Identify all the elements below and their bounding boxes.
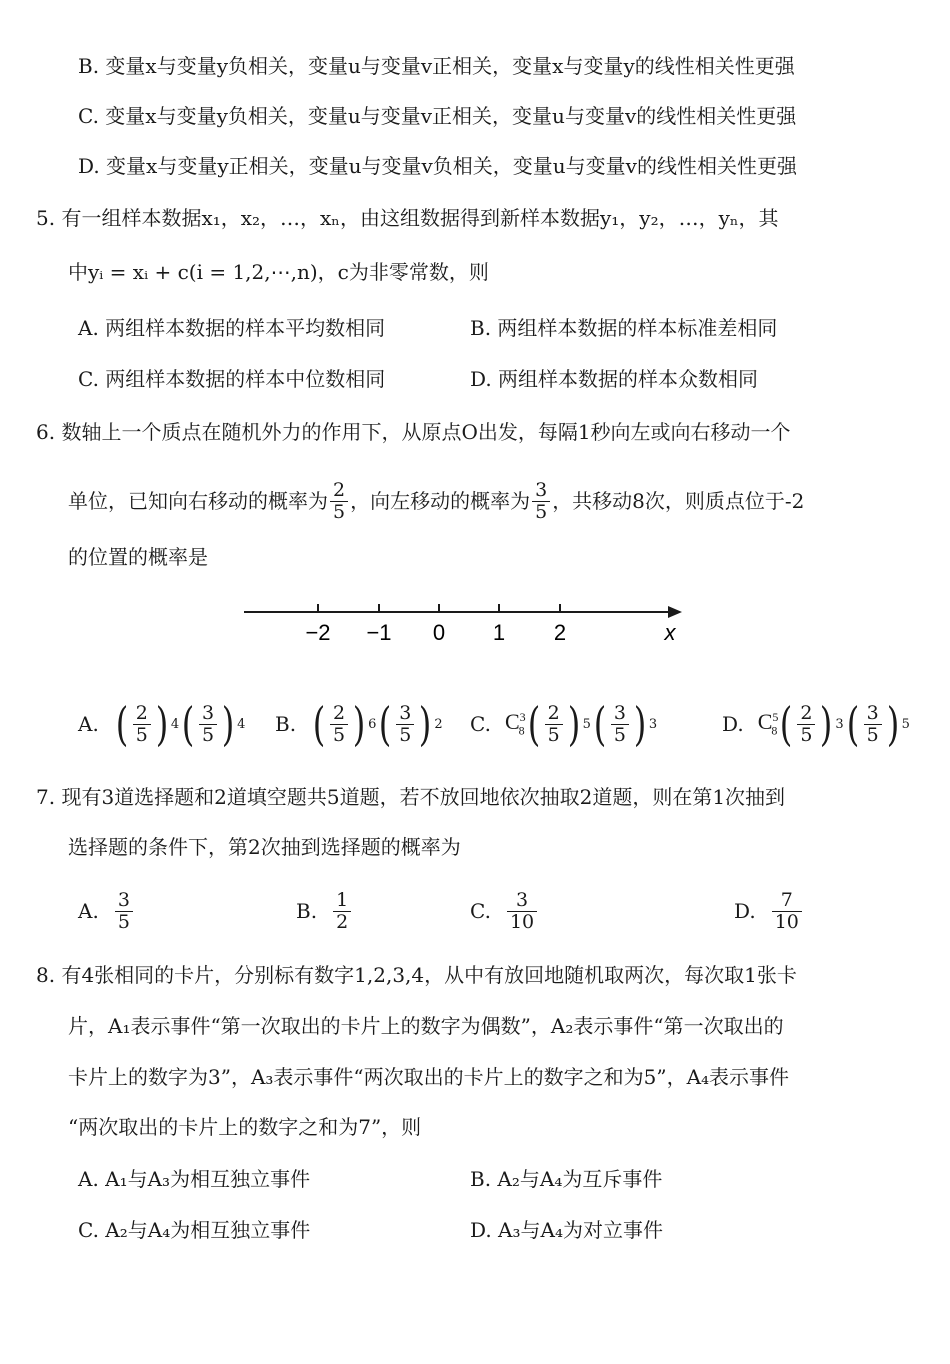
frac-denominator: 10 — [509, 910, 535, 933]
q6-stem-line1: 6. 数轴上一个质点在随机外力的作用下，从原点O出发，每隔1秒向左或向右移动一个 — [36, 420, 791, 444]
q7-option-c — [470, 886, 539, 936]
exponent: 5 — [582, 716, 591, 732]
comb-k: 3 — [519, 709, 526, 724]
frac-numerator: 2 — [330, 480, 348, 502]
tick-label: 0 — [432, 620, 446, 645]
q8-option-b: B. A₂与A₄为互斥事件 — [470, 1167, 663, 1191]
q8-option-c: C. A₂与A₄为相互独立事件 — [78, 1218, 311, 1242]
left-paren: ( — [181, 697, 195, 751]
tick-label: −2 — [305, 620, 331, 645]
q6-option-c — [470, 692, 657, 756]
option-label: C. — [470, 712, 491, 736]
comb-n: 8 — [771, 723, 778, 738]
frac-numerator: 3 — [199, 703, 217, 725]
q6-stem-line2-part2: ，向左移动的概率为 — [350, 489, 531, 513]
q4-option-c: C. 变量x与变量y负相关，变量u与变量v正相关，变量u与变量v的线性相关性更强 — [78, 104, 797, 128]
frac-numerator: 1 — [333, 890, 351, 912]
exponent: 3 — [835, 716, 844, 732]
q6-stem-line2-part1: 单位，已知向右移动的概率为 — [68, 489, 328, 513]
right-paren: ) — [820, 697, 833, 751]
q8-stem-line2: 片，A₁表示事件“第一次取出的卡片上的数字为偶数”，A₂表示事件“第一次取出的 — [68, 1014, 784, 1038]
frac-denominator: 5 — [135, 723, 148, 746]
combination-symbol — [758, 709, 778, 738]
right-paren: ) — [886, 697, 899, 751]
left-paren: ( — [527, 697, 540, 751]
q5-stem-line2: 中yᵢ = xᵢ + c(i = 1,2,⋯,n)，c为非零常数，则 — [68, 260, 489, 284]
frac-numerator: 2 — [133, 703, 151, 725]
axis-arrow — [668, 606, 682, 618]
exponent: 5 — [901, 716, 910, 732]
right-paren: ) — [633, 697, 647, 751]
frac-numerator: 3 — [507, 890, 537, 912]
fraction — [864, 703, 882, 746]
number-line-diagram — [240, 592, 690, 652]
frac-denominator: 5 — [202, 723, 215, 746]
left-paren: ( — [312, 697, 326, 751]
frac-numerator: 2 — [545, 703, 563, 725]
fraction — [333, 890, 351, 933]
right-paren: ) — [155, 697, 169, 751]
frac-denominator: 2 — [336, 910, 349, 933]
exponent: 4 — [170, 716, 180, 732]
q8-stem-line1: 8. 有4张相同的卡片，分别标有数字1,2,3,4，从中有放回地随机取两次，每次取1张卡 — [36, 963, 797, 987]
fraction — [396, 703, 414, 746]
q5-option-a: A. 两组样本数据的样本平均数相同 — [78, 316, 386, 340]
q6-stem-line2 — [68, 476, 804, 526]
frac-numerator: 3 — [864, 703, 882, 725]
q8-stem-line3: 卡片上的数字为3”，A₃表示事件“两次取出的卡片上的数字之和为5”，A₄表示事件 — [68, 1065, 790, 1089]
fraction — [772, 890, 802, 933]
frac-denominator: 5 — [800, 723, 813, 746]
fraction — [330, 703, 348, 746]
option-label: D. — [722, 712, 744, 736]
q5-option-b: B. 两组样本数据的样本标准差相同 — [470, 316, 778, 340]
option-label: C. — [470, 899, 491, 923]
q7-option-d — [734, 886, 804, 936]
frac-denominator: 5 — [117, 910, 130, 933]
exponent: 6 — [368, 716, 377, 732]
frac-numerator: 3 — [396, 703, 414, 725]
fraction — [133, 703, 151, 746]
frac-denominator: 5 — [866, 723, 879, 746]
right-paren: ) — [352, 697, 366, 751]
q8-option-d: D. A₃与A₄为对立事件 — [470, 1218, 663, 1242]
tick-label: 2 — [553, 620, 567, 645]
frac-denominator: 10 — [774, 910, 799, 933]
comb-n: 8 — [518, 723, 525, 738]
frac-numerator: 3 — [115, 890, 133, 912]
comb-k: 5 — [772, 709, 779, 724]
fraction — [545, 703, 563, 746]
frac-denominator: 5 — [547, 723, 560, 746]
q8-option-a: A. A₁与A₃为相互独立事件 — [78, 1167, 311, 1191]
frac-numerator: 3 — [611, 703, 629, 725]
comb-letter: C — [504, 709, 520, 735]
frac-numerator: 2 — [330, 703, 348, 725]
left-paren: ( — [780, 697, 793, 751]
frac-numerator: 2 — [797, 703, 815, 725]
option-label: B. — [296, 899, 318, 923]
frac-denominator: 5 — [333, 500, 346, 523]
q4-option-b: B. 变量x与变量y负相关，变量u与变量v正相关，变量x与变量y的线性相关性更强 — [78, 54, 795, 78]
option-label: A. — [78, 712, 99, 736]
left-paren: ( — [115, 697, 129, 751]
right-paren: ) — [221, 697, 235, 751]
frac-numerator: 7 — [772, 890, 802, 912]
fraction — [611, 703, 629, 746]
option-label: D. — [734, 899, 756, 923]
left-paren: ( — [593, 697, 607, 751]
q6-option-b — [275, 692, 443, 756]
frac-numerator: 3 — [532, 480, 550, 502]
q7-option-b — [296, 886, 353, 936]
comb-letter: C — [757, 709, 773, 735]
q5-option-d: D. 两组样本数据的样本众数相同 — [470, 367, 759, 391]
fraction — [115, 890, 133, 933]
q6-option-a — [78, 692, 245, 756]
left-paren: ( — [379, 697, 392, 751]
left-paren: ( — [846, 697, 859, 751]
tick-label: −1 — [366, 620, 392, 645]
fraction — [199, 703, 217, 746]
combination-symbol — [505, 709, 525, 738]
q5-stem-line1: 5. 有一组样本数据x₁，x₂，…，xₙ，由这组数据得到新样本数据y₁，y₂，…，yₙ，其 — [36, 206, 779, 230]
frac-denominator: 5 — [535, 500, 548, 523]
fraction — [507, 890, 537, 933]
exponent: 3 — [648, 716, 658, 732]
q5-option-c: C. 两组样本数据的样本中位数相同 — [78, 367, 386, 391]
exponent: 2 — [434, 716, 443, 732]
q6-option-d — [722, 692, 910, 756]
option-label: B. — [275, 712, 297, 736]
frac-denominator: 5 — [613, 723, 626, 746]
q7-stem-line1: 7. 现有3道选择题和2道填空题共5道题，若不放回地依次抽取2道题，则在第1次抽到 — [36, 785, 786, 809]
q6-right-probability — [330, 480, 348, 523]
q7-option-a — [78, 886, 135, 936]
q6-stem-line3: 的位置的概率是 — [68, 545, 208, 569]
fraction — [797, 703, 815, 746]
tick-label: 1 — [492, 620, 506, 645]
q6-stem-line2-part3: ，共移动8次，则质点位于-2 — [552, 489, 805, 513]
q7-stem-line2: 选择题的条件下，第2次抽到选择题的概率为 — [68, 835, 461, 859]
right-paren: ) — [567, 697, 580, 751]
frac-denominator: 5 — [399, 723, 412, 746]
q4-option-d: D. 变量x与变量y正相关，变量u与变量v负相关，变量u与变量v的线性相关性更强 — [78, 154, 797, 178]
exponent: 4 — [237, 716, 246, 732]
q8-stem-line4: “两次取出的卡片上的数字之和为7”，则 — [68, 1115, 422, 1139]
axis-label: x — [664, 620, 676, 645]
right-paren: ) — [419, 697, 432, 751]
q6-left-probability — [532, 480, 550, 523]
option-label: A. — [78, 899, 99, 923]
frac-denominator: 5 — [333, 723, 346, 746]
